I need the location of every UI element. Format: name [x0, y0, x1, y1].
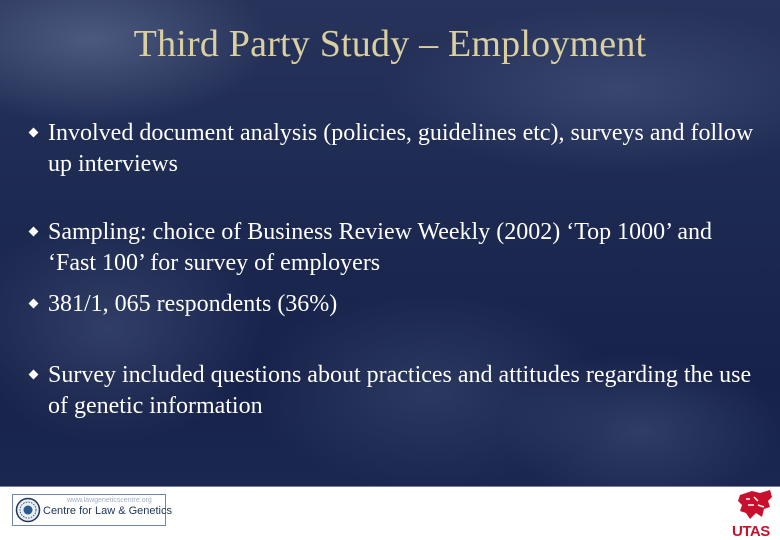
utas-logo-text: UTAS: [732, 523, 770, 540]
bullet-item: [28, 118, 758, 180]
bullet-text: Sampling: choice of Business Review Weekly (2002) ‘Top 1000’ and ‘Fast 100’ for survey of employers: [48, 219, 713, 276]
centre-logo-url: www.lawgeneticscentre.org: [67, 497, 152, 504]
tasmanian-tiger-crest-icon: [734, 487, 776, 525]
centre-logo-text: Centre for Law & Genetics: [43, 505, 173, 517]
bullet-diamond-icon: [29, 299, 39, 309]
globe-emblem-icon: [15, 497, 41, 523]
bullet-diamond-icon: [29, 128, 39, 138]
bullet-item: [28, 360, 758, 422]
bullet-text: 381/1, 065 respondents (36%): [48, 291, 338, 317]
bullet-list: [28, 118, 758, 422]
bullet-item: [28, 217, 758, 279]
centre-for-law-genetics-logo: [12, 494, 173, 526]
bullet-text: Involved document analysis (policies, guidelines etc), surveys and follow up interviews: [48, 120, 754, 177]
slide-title: Third Party Study – Employment: [133, 23, 647, 65]
bullet-item: [28, 289, 758, 320]
bullet-diamond-icon: [29, 370, 39, 380]
utas-logo: [728, 487, 780, 540]
bullet-diamond-icon: [29, 227, 39, 237]
bullet-text: Survey included questions about practices and attitudes regarding the use of genetic information: [48, 362, 752, 419]
